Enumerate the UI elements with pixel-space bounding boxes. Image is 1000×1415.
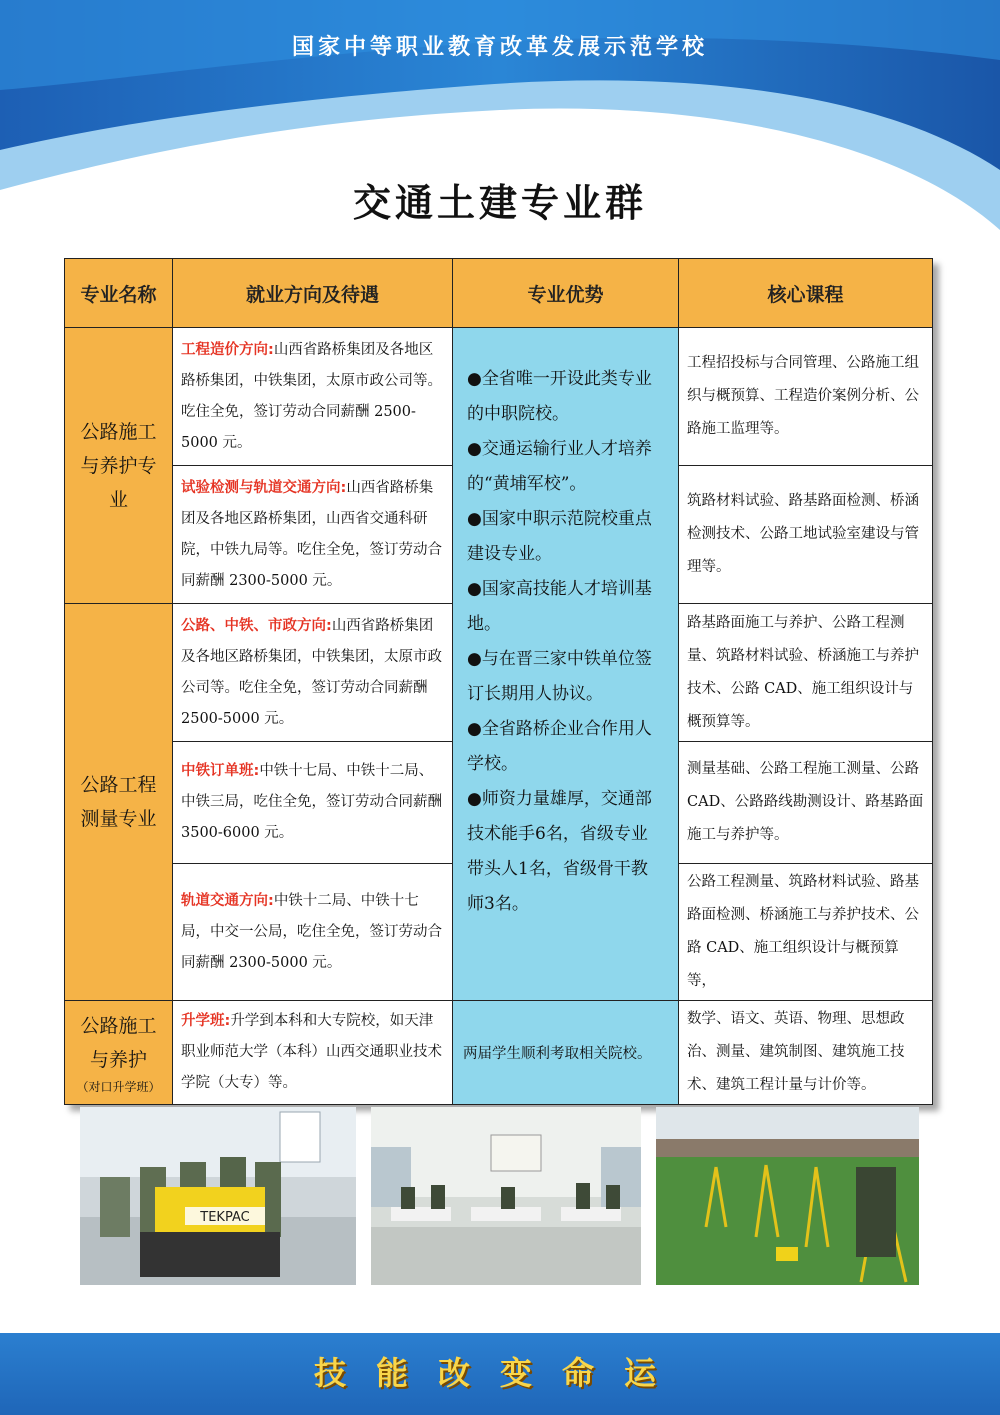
direction-detail: 中铁十七局、中铁十二局、中铁三局，吃住全免，签订劳动合同薪酬 3500-6000 元。: [181, 763, 442, 841]
advantage-item: ●全省路桥企业合作用人学校。: [467, 719, 652, 774]
advantage-item: ●师资力量雄厚，交通部技术能手6名，省级专业带头人1名，省级骨干教师3名。: [467, 789, 652, 914]
direction-detail: 山西省路桥集团及各地区路桥集团，中铁集团，太原市政公司等。吃住全免，签订劳动合同薪酬 2500-5000 元。: [181, 341, 442, 451]
direction-label: 公路、中铁、市政方向:: [181, 617, 332, 634]
major-name: 公路工程测量专业: [65, 604, 173, 1001]
major-name: 公路施工与养护专业: [65, 328, 173, 604]
major-name-sub: （对口升学班）: [76, 1079, 161, 1094]
courses-cell: 工程招投标与合同管理、公路施工组织与概预算、工程造价案例分析、公路施工监理等。: [679, 328, 933, 466]
footer-slogan: 技能改变命运: [313, 1354, 686, 1392]
advantages-cell: [453, 328, 679, 1001]
roller-brand-text: TEKPAC: [200, 1210, 250, 1225]
courses-cell: 筑路材料试验、路基路面检测、桥涵检测技术、公路工地试验室建设与管理等。: [679, 466, 933, 604]
direction-label: 工程造价方向:: [181, 341, 274, 358]
courses-cell: 数学、语文、英语、物理、思想政治、测量、建筑制图、建筑施工技术、建筑工程计量与计价等。: [679, 1001, 933, 1105]
direction-detail: 升学到本科和大专院校，如天津职业师范大学（本科）山西交通职业技术学院（大专）等。: [181, 1013, 442, 1091]
photo-classroom: [371, 1107, 641, 1285]
direction-detail: 中铁十二局、中铁十七局，中交一公局，吃住全免，签订劳动合同薪酬 2300-5000 元。: [181, 892, 442, 971]
employment-cell: [173, 328, 453, 466]
employment-cell: [173, 864, 453, 1001]
advantage-item: ●国家中职示范院校重点建设专业。: [467, 509, 652, 564]
advantage-upgrade-cell: 两届学生顺利考取相关院校。: [453, 1001, 679, 1105]
direction-label: 轨道交通方向:: [181, 892, 274, 909]
major-name: 公路施工与养护 （对口升学班）: [65, 1001, 173, 1105]
banner-text: 国家中等职业教育改革发展示范学校: [291, 35, 708, 60]
direction-label: 中铁订单班:: [181, 763, 260, 779]
direction-detail: 山西省路桥集团及各地区路桥集团，山西省交通科研院，中铁九局等。吃住全免，签订劳动合同薪酬 2300-5000 元。: [181, 479, 442, 589]
table-header-row: [65, 259, 933, 328]
table-row: [65, 328, 933, 466]
header-core-courses: 核心课程: [679, 259, 933, 328]
advantage-item: ●国家高技能人才培训基地。: [467, 579, 652, 634]
employment-cell: [173, 1001, 453, 1105]
photo-workshop-roller: [80, 1107, 356, 1285]
table-row: [65, 1001, 933, 1105]
page-title: 交通土建专业群: [352, 181, 647, 225]
direction-label: 试验检测与轨道交通方向:: [181, 479, 347, 496]
courses-cell: 路基路面施工与养护、公路工程测量、筑路材料试验、桥涵施工与养护技术、公路 CAD、施工组织设计与概预算等。: [679, 604, 933, 742]
employment-cell: [173, 466, 453, 604]
advantage-item: ●与在晋三家中铁单位签订长期用人协议。: [467, 649, 652, 704]
courses-cell: 测量基础、公路工程施工测量、公路 CAD、公路路线勘测设计、路基路面施工与养护等。: [679, 742, 933, 864]
courses-cell: 公路工程测量、筑路材料试验、路基路面检测、桥涵施工与养护技术、公路 CAD、施工组织设计与概预算等，: [679, 864, 933, 1001]
header-employment: 就业方向及待遇: [173, 259, 453, 328]
employment-cell: [173, 604, 453, 742]
majors-table: [64, 258, 933, 1105]
header-advantages: 专业优势: [453, 259, 679, 328]
employment-cell: [173, 742, 453, 864]
advantage-item: ●全省唯一开设此类专业的中职院校。: [467, 369, 652, 424]
direction-label: 升学班:: [181, 1013, 231, 1029]
direction-detail: 山西省路桥集团及各地区路桥集团，中铁集团，太原市政公司等。吃住全免，签订劳动合同薪酬 2500-5000 元。: [181, 617, 442, 727]
header-major-name: 专业名称: [65, 259, 173, 328]
photo-surveying-field: [656, 1107, 919, 1285]
advantage-item: ●交通运输行业人才培养的“黄埔军校”。: [467, 439, 652, 494]
